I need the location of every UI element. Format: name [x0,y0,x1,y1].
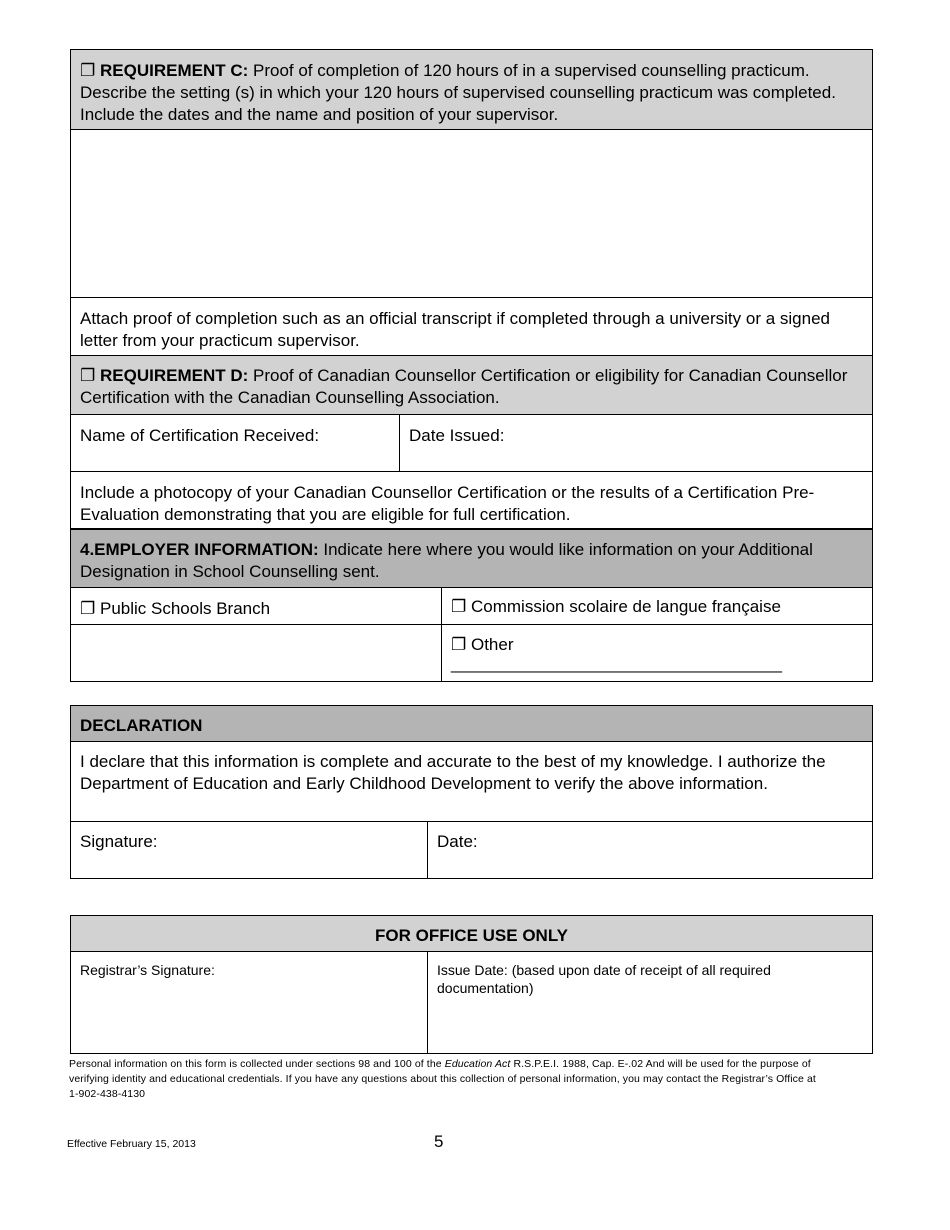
declaration-header [70,705,873,742]
certification-name-field[interactable] [70,414,400,472]
requirement-c-text: Proof of completion of 120 hours of in a supervised counselling practicum. Describe the setting (s) in which your 120 hours of supervised counselling practicum was completed. Include the dates and the name and position of your supervisor. [80,61,836,124]
date-issued-label: Date Issued: [409,426,505,445]
privacy-notice [69,1057,819,1102]
declaration-title: DECLARATION [80,716,203,735]
checkbox-icon[interactable]: ❐ [80,366,96,385]
declaration-statement [70,741,873,822]
requirement-c-label: REQUIREMENT C: [99,61,249,80]
issue-date-field [427,951,873,1054]
issue-date-label: Issue Date: (based upon date of receipt of all required documentation) [437,962,771,996]
requirement-c-note-text: Attach proof of completion such as an official transcript if completed through a university or a signed letter from your practicum supervisor. [80,309,830,350]
option-public-schools-branch[interactable] [70,587,442,625]
signature-label: Signature: [80,832,158,851]
requirement-d-note [70,471,873,529]
checkbox-icon[interactable]: ❐ [451,635,467,654]
privacy-notice-act: Education Act [444,1058,511,1070]
option-other-label: Other [470,635,514,654]
requirement-c-header [70,49,873,130]
requirement-d-text: Proof of Canadian Counsellor Certification or eligibility for Canadian Counsellor Certification with the Canadian Counselling Association. [80,366,848,407]
option-other[interactable] [441,624,873,682]
declaration-date-field[interactable] [427,821,873,879]
employer-information-label: 4.EMPLOYER INFORMATION: [80,540,319,559]
office-use-header [70,915,873,952]
option-commission-scolaire-label: Commission scolaire de langue française [470,597,781,616]
office-use-title: FOR OFFICE USE ONLY [374,926,568,945]
registrar-signature-field [70,951,428,1054]
date-issued-field[interactable] [399,414,873,472]
privacy-notice-text-cont: R.S.P.E.I. 1988, Cap. E-.02 And will be used for the purpose of verifying identity and educational credentials. If you have any questions about this collection of personal information, you may contact the Registrar’s Office at 1-902-438-4130 [69,1058,816,1100]
checkbox-icon[interactable]: ❐ [80,599,96,618]
employer-information-header [70,529,873,588]
registrar-signature-label: Registrar’s Signature: [80,962,215,978]
other-specify-line[interactable]: ___________________________________ [451,654,782,673]
page-number: 5 [434,1132,444,1151]
checkbox-icon[interactable]: ❐ [451,597,467,616]
signature-field[interactable] [70,821,428,879]
employer-information-text: Indicate here where you would like information on your Additional Designation in School Counselling sent. [80,540,813,581]
privacy-notice-text: Personal information on this form is collected under sections 98 and 100 of the [69,1058,445,1070]
declaration-date-label: Date: [437,832,478,851]
requirement-d-note-text: Include a photocopy of your Canadian Counsellor Certification or the results of a Certification Pre-Evaluation demonstrating that you are eligible for full certification. [80,483,815,524]
certification-name-label: Name of Certification Received: [80,426,320,445]
requirement-c-note [70,297,873,356]
employer-empty-cell [70,624,442,682]
requirement-d-header [70,355,873,415]
declaration-text: I declare that this information is complete and accurate to the best of my knowledge. I authorize the Department of Education and Early Childhood Development to verify the above information. [80,752,826,793]
requirement-c-response-field[interactable] [70,129,873,298]
effective-date: Effective February 15, 2013 [67,1138,196,1150]
option-public-schools-branch-label: Public Schools Branch [99,599,271,618]
option-commission-scolaire[interactable] [441,587,873,625]
checkbox-icon[interactable]: ❐ [80,61,96,80]
requirement-d-label: REQUIREMENT D: [99,366,249,385]
